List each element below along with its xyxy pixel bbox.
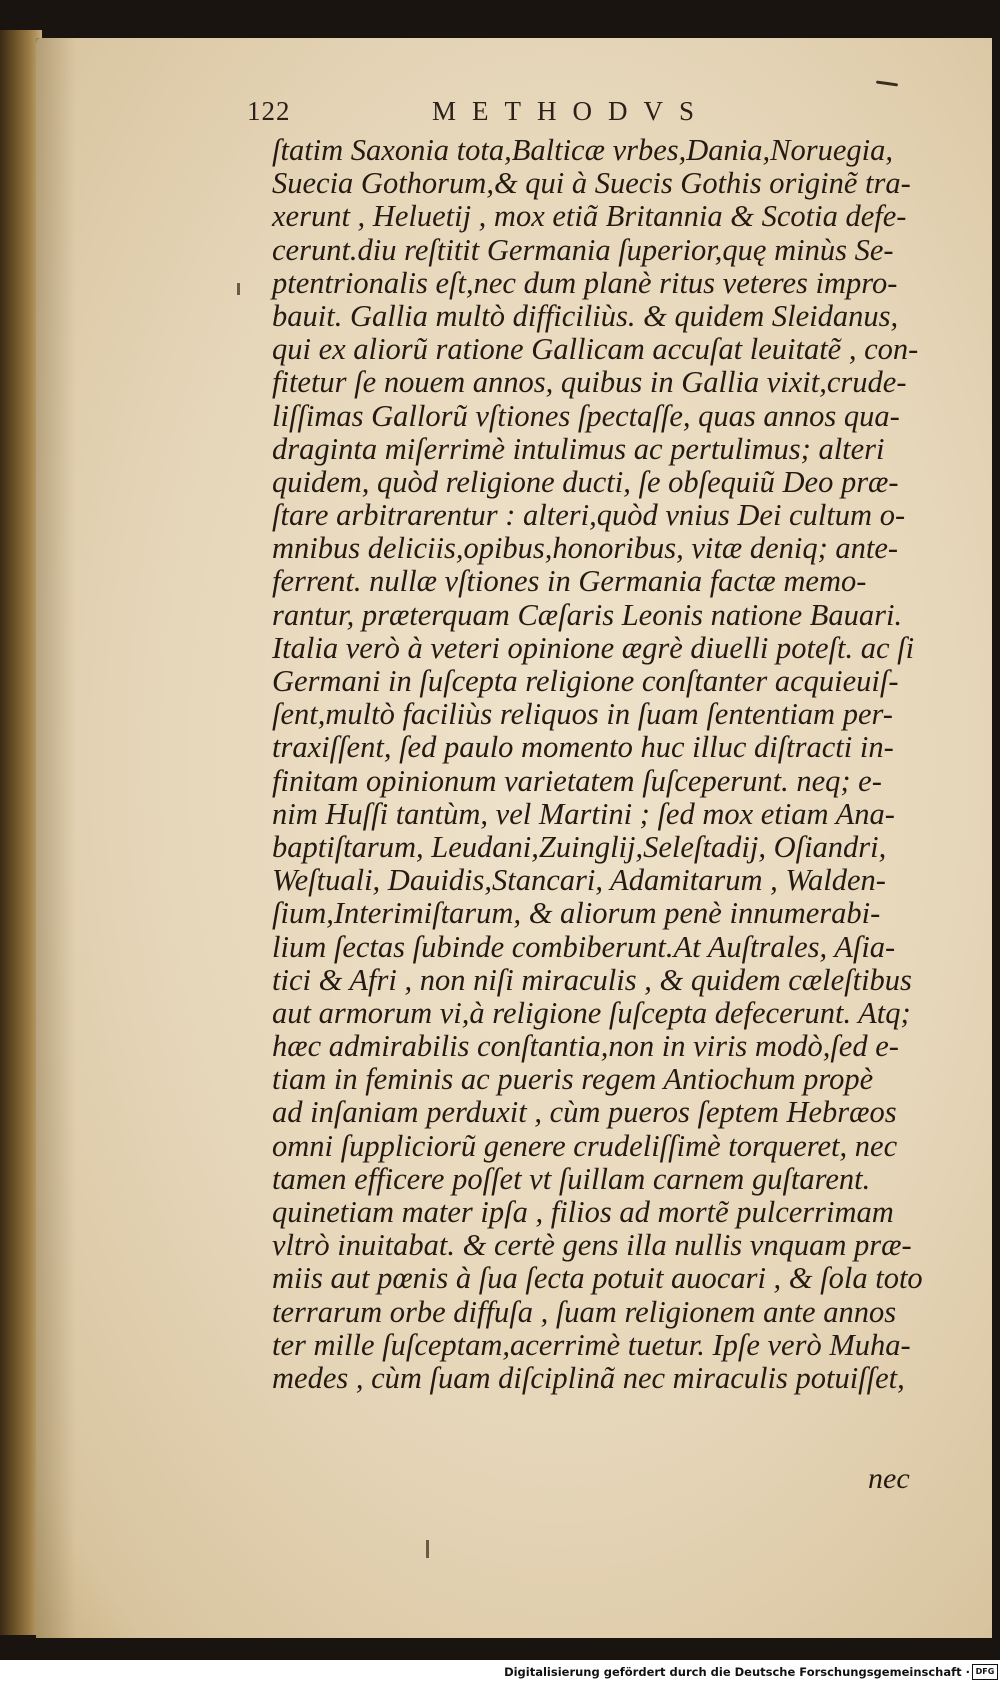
text-line: tici & Afri , non niſi miraculis , & quidem cæleſtibus [272, 962, 912, 997]
text-line: lium ſectas ſubinde combiberunt.At Auſtrales, Aſia- [272, 929, 896, 964]
text-line: mnibus deliciis,opibus,honoribus, vitæ deniq; ante- [272, 531, 899, 566]
page-header [247, 96, 727, 132]
text-line: aut armorum vi,à religione ſuſcepta defecerunt. Atq; [272, 995, 911, 1030]
text-line: ſtare arbitrarentur : alteri,quòd vnius Dei cultum o- [272, 498, 906, 533]
dfg-logo-icon: DFG [972, 1664, 998, 1680]
text-line: tamen efficere poſſet vt ſuillam carnem guſtarent. [272, 1161, 871, 1196]
text-line: draginta miſerrimè intulimus ac pertulimus; alteri [272, 431, 885, 466]
text-line: quidem, quòd religione ducti, ſe obſequiũ Deo præ- [272, 464, 899, 499]
bottom-mark [426, 1540, 429, 1558]
text-line: ad inſaniam perduxit , cùm pueros ſeptem Hebræos [272, 1095, 897, 1130]
text-line: nim Huſſi tantùm, vel Martini ; ſed mox etiam Ana- [272, 796, 895, 831]
text-line: Suecia Gothorum,& qui à Suecis Gothis originẽ tra- [272, 166, 911, 201]
text-line: cerunt.diu reſtitit Germania ſuperior,quę minùs Se- [272, 232, 894, 267]
text-line: vltrò inuitabat. & certè gens illa nullis vnquam præ- [272, 1228, 912, 1263]
text-line: hæc admirabilis conſtantia,non in viris modò,ſed e- [272, 1029, 899, 1064]
text-line: ſtatim Saxonia tota,Balticæ vrbes,Dania,Noruegia, [272, 133, 893, 167]
text-line: tiam in feminis ac pueris regem Antiochum propè [272, 1062, 874, 1097]
text-line: ter mille ſuſceptam,acerrimè tuetur. Ipſe verò Muha- [272, 1327, 911, 1362]
funding-credit: Digitalisierung gefördert durch die Deutsche Forschungsgemeinschaft · [504, 1665, 970, 1679]
text-line: baptiſtarum, Leudani,Zuinglij,Seleſtadij, Oſiandri, [272, 829, 887, 864]
margin-mark [237, 283, 240, 295]
text-line: rantur, præterquam Cæſaris Leonis natione Bauari. [272, 597, 903, 632]
text-line: Italia verò à veteri opinione ægrè diuelli poteſt. ac ſi [272, 630, 915, 665]
text-line: xerunt , Heluetij , mox etiã Britannia & Scotia defe- [272, 199, 907, 234]
text-line: bauit. Gallia multò difficiliùs. & quidem Sleidanus, [272, 298, 899, 333]
text-line: Weſtuali, Dauidis,Stancari, Adamitarum , Walden- [272, 863, 886, 898]
text-line: ferrent. nullæ vſtiones in Germania factæ memo- [272, 564, 867, 599]
text-line: quinetiam mater ipſa , filios ad mortẽ pulcerrimam [272, 1195, 894, 1229]
text-line: qui ex aliorũ ratione Gallicam accuſat leuitatẽ , con- [272, 332, 919, 367]
text-line: Germani in ſuſcepta religione conſtanter acquieuiſ- [272, 664, 899, 698]
running-title: METHODVS [432, 96, 711, 126]
text-line: omni ſuppliciorũ genere crudeliſſimè torqueret, nec [272, 1128, 898, 1163]
footer-bar [0, 1660, 1000, 1685]
text-line: finitam opinionum varietatem ſuſceperunt. neq; e- [272, 763, 882, 798]
text-line: liſſimas Gallorũ vſtiones ſpectaſſe, quas annos qua- [272, 398, 900, 433]
page-number: 122 [247, 96, 291, 126]
text-line: terrarum orbe diffuſa , ſuam religionem ante annos [272, 1294, 897, 1329]
text-line: traxiſſent, ſed paulo momento huc illuc diſtracti in- [272, 730, 894, 765]
catchword: nec [868, 1462, 910, 1495]
text-line: medes , cùm ſuam diſciplinã nec miraculis potuiſſet, [272, 1360, 905, 1395]
text-line: ptentrionalis eſt,nec dum planè ritus veteres impro- [272, 265, 898, 300]
body-text [272, 134, 924, 1395]
text-line: fitetur ſe nouem annos, quibus in Gallia vixit,crude- [272, 365, 907, 400]
text-line: ſent,multò faciliùs reliquos in ſuam ſententiam per- [272, 697, 893, 732]
text-line: miis aut pœnis à ſua ſecta potuit auocari , & ſola toto [272, 1261, 923, 1296]
text-line: ſium,Interimiſtarum, & aliorum penè innumerabi- [272, 896, 881, 931]
